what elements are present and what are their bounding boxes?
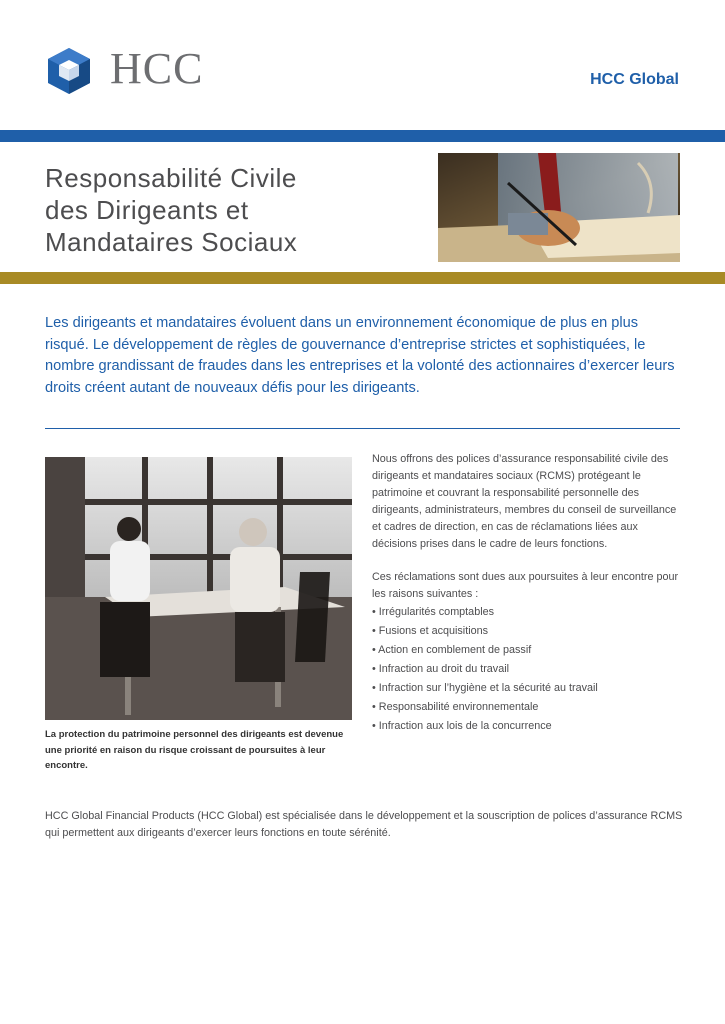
intro-paragraph: Les dirigeants et mandataires évoluent dans un environnement économique de plus en plus risqué. Le développement de règles de gouvernance d’entreprise strictes et sophistiquées, le nombre grandissant de fraudes dans les entreprises et la volonté des actionnaires d’exercer leurs droits créent autant de nouveaux défis pour les dirigeants. [45,315,675,396]
hcc-logo-icon [44,46,94,96]
title-line: Mandataires Sociaux [45,227,298,257]
list-item: • Infraction aux lois de la concurrence [372,720,552,732]
meeting-photo [45,457,352,720]
body-paragraph-2: Ces réclamations sont dues aux poursuites à leur encontre pour les raisons suivantes : [372,571,679,600]
page-title [45,162,405,258]
top-blue-band [0,130,725,142]
list-item: • Action en comblement de passif [372,644,532,656]
body-column [372,451,682,736]
title-line: Responsabilité Civile [45,163,297,193]
list-item: • Fusions et acquisitions [372,625,489,637]
reasons-list [372,603,682,736]
hero-photo-signing [438,153,680,262]
photo-caption: La protection du patrimoine personnel des dirigeants est devenue une priorité en raison du risque croissant de poursuites à leur encontre. [45,729,344,771]
gold-band [0,272,725,284]
list-item: • Responsabilité environnementale [372,701,539,713]
body-paragraph-1: Nous offrons des polices d’assurance responsabilité civile des dirigeants et mandataires sociaux (RCMS) protégeant le patrimoine et couvrant la responsabilité personnelle des dirigeants, administrateurs, membres du conseil de surveillance et cadres de direction, en cas de réclamations liées aux décisions prises dans le cadre de leurs fonctions. [372,453,677,550]
list-item: • Infraction sur l’hygiène et la sécurité au travail [372,682,598,694]
list-item: • Irrégularités comptables [372,606,494,618]
title-line: des Dirigeants et [45,195,249,225]
section-divider [45,428,680,429]
list-item: • Infraction au droit du travail [372,663,510,675]
brand-name: HCC Global [590,71,679,88]
footer-paragraph: HCC Global Financial Products (HCC Global) est spécialisée dans le développement et la souscription de polices d’assurance RCMS qui permettent aux dirigeants d’exercer leurs fonctions en toute sérénité. [45,810,683,839]
logo-wordmark: HCC [110,44,204,93]
